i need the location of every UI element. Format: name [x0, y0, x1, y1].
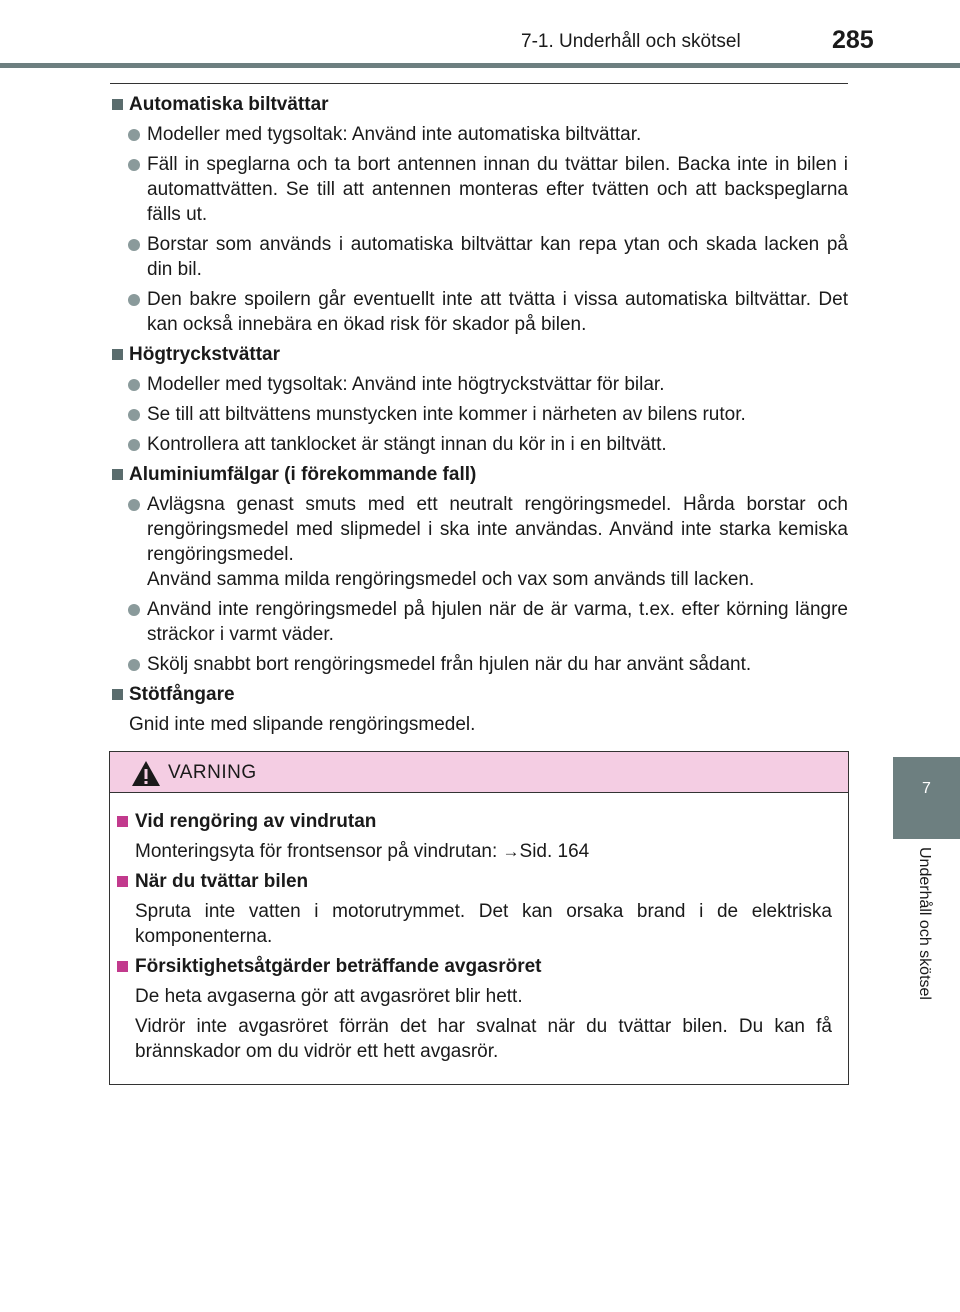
warning-item-heading — [117, 954, 832, 979]
list-item-text: Modeller med tygsoltak: Använd inte högtryckstvättar för bilar. — [147, 374, 665, 395]
list-item-text: Kontrollera att tanklocket är stängt innan du kör in i en biltvätt. — [147, 434, 667, 455]
round-bullet-icon — [128, 439, 140, 451]
list-item — [110, 122, 848, 147]
section-automatic-carwash — [110, 92, 848, 337]
warning-item-text — [117, 839, 832, 864]
warning-item-text: Vidrör inte avgasröret förrän det har svalnat när du tvättar bilen. Du kan få brännskador om du vidrör ett hett avgasrör. — [135, 1016, 832, 1062]
list-item-text: Borstar som används i automatiska biltvättar kan repa ytan och skada lacken på din bil. — [147, 234, 848, 280]
page-reference-link[interactable]: Sid. 164 — [519, 841, 590, 862]
warning-item-heading-text: När du tvättar bilen — [135, 871, 309, 892]
warning-text-before: Monteringsyta för frontsensor på vindrutan: — [135, 841, 503, 862]
list-item — [110, 432, 848, 457]
warning-item-text: De heta avgaserna gör att avgasröret blir hett. — [135, 986, 523, 1007]
content-top-rule — [110, 83, 848, 84]
section-heading — [110, 342, 848, 367]
round-bullet-icon — [128, 294, 140, 306]
warning-item-heading — [117, 809, 832, 834]
list-item — [110, 232, 848, 282]
section-bumpers — [110, 682, 848, 737]
list-item-text: Använd inte rengöringsmedel på hjulen när de är varma, t.ex. efter körning längre sträckor i varmt väder. — [147, 599, 848, 645]
list-item — [110, 597, 848, 647]
section-pressure-washers — [110, 342, 848, 457]
section-heading — [110, 462, 848, 487]
warning-item-heading — [117, 869, 832, 894]
list-item-text: Skölj snabbt bort rengöringsmedel från hjulen när du har använt sådant. — [147, 654, 752, 675]
square-bullet-icon — [112, 349, 123, 360]
warning-item-heading-text: Vid rengöring av vindrutan — [135, 811, 377, 832]
warning-triangle-icon — [131, 760, 161, 787]
list-item — [110, 402, 848, 427]
main-content — [110, 92, 848, 742]
warning-title: VARNING — [168, 762, 257, 783]
list-item-extra-text: Använd samma milda rengöringsmedel och vax som används till lacken. — [147, 569, 755, 590]
section-heading-text: Högtryckstvättar — [129, 344, 280, 365]
warning-header — [110, 752, 848, 793]
page-number: 285 — [832, 26, 874, 54]
square-bullet-icon — [112, 689, 123, 700]
round-bullet-icon — [128, 409, 140, 421]
chapter-title: 7-1. Underhåll och skötsel — [521, 31, 741, 52]
list-item-text: Se till att biltvättens munstycken inte kommer i närheten av bilens rutor. — [147, 404, 746, 425]
list-item-text: Avlägsna genast smuts med ett neutralt rengöringsmedel. Hårda borstar och rengöringsmedel med slipmedel i ska inte användas. Använd inte starka kemiska rengöringsmedel. — [147, 494, 848, 565]
section-heading-text: Stötfångare — [129, 684, 235, 705]
round-bullet-icon — [128, 379, 140, 391]
list-item-text: Den bakre spoilern går eventuellt inte att tvätta i vissa automatiska biltvättar. Det kan också innebära en ökad risk för skador på bilen. — [147, 289, 848, 335]
header-rule — [0, 63, 960, 68]
section-heading — [110, 682, 848, 707]
section-heading-text: Aluminiumfälgar (i förekommande fall) — [129, 464, 477, 485]
chapter-side-label-text: Underhåll och skötsel — [916, 847, 933, 1000]
list-item — [110, 652, 848, 677]
list-item — [110, 152, 848, 227]
round-bullet-icon — [128, 659, 140, 671]
square-bullet-icon — [117, 816, 128, 827]
square-bullet-icon — [112, 469, 123, 480]
warning-item-heading-text: Försiktighetsåtgärder beträffande avgasröret — [135, 956, 542, 977]
warning-body — [117, 809, 832, 1069]
list-item — [110, 492, 848, 592]
arrow-right-icon: → — [502, 842, 520, 861]
round-bullet-icon — [128, 129, 140, 141]
round-bullet-icon — [128, 604, 140, 616]
round-bullet-icon — [128, 499, 140, 511]
section-text: Gnid inte med slipande rengöringsmedel. — [129, 714, 476, 735]
page-header — [0, 0, 960, 70]
list-item-text: Modeller med tygsoltak: Använd inte automatiska biltvättar. — [147, 124, 642, 145]
square-bullet-icon — [117, 961, 128, 972]
section-heading — [110, 92, 848, 117]
round-bullet-icon — [128, 239, 140, 251]
round-bullet-icon — [128, 159, 140, 171]
section-aluminium-wheels — [110, 462, 848, 677]
list-item — [110, 287, 848, 337]
warning-item-text: Spruta inte vatten i motorutrymmet. Det kan orsaka brand i de elektriska komponenterna. — [135, 901, 832, 947]
chapter-side-label — [893, 845, 960, 1095]
chapter-tab-number: 7 — [922, 780, 931, 797]
square-bullet-icon — [112, 99, 123, 110]
list-item — [110, 372, 848, 397]
chapter-tab[interactable] — [893, 757, 960, 839]
section-heading-text: Automatiska biltvättar — [129, 94, 329, 115]
square-bullet-icon — [117, 876, 128, 887]
warning-box — [109, 751, 849, 1085]
list-item-text: Fäll in speglarna och ta bort antennen innan du tvättar bilen. Backa inte in bilen i automattvätten. Se till att antennen monteras efter tvätten och att backspeglarna fälls ut. — [147, 154, 848, 225]
